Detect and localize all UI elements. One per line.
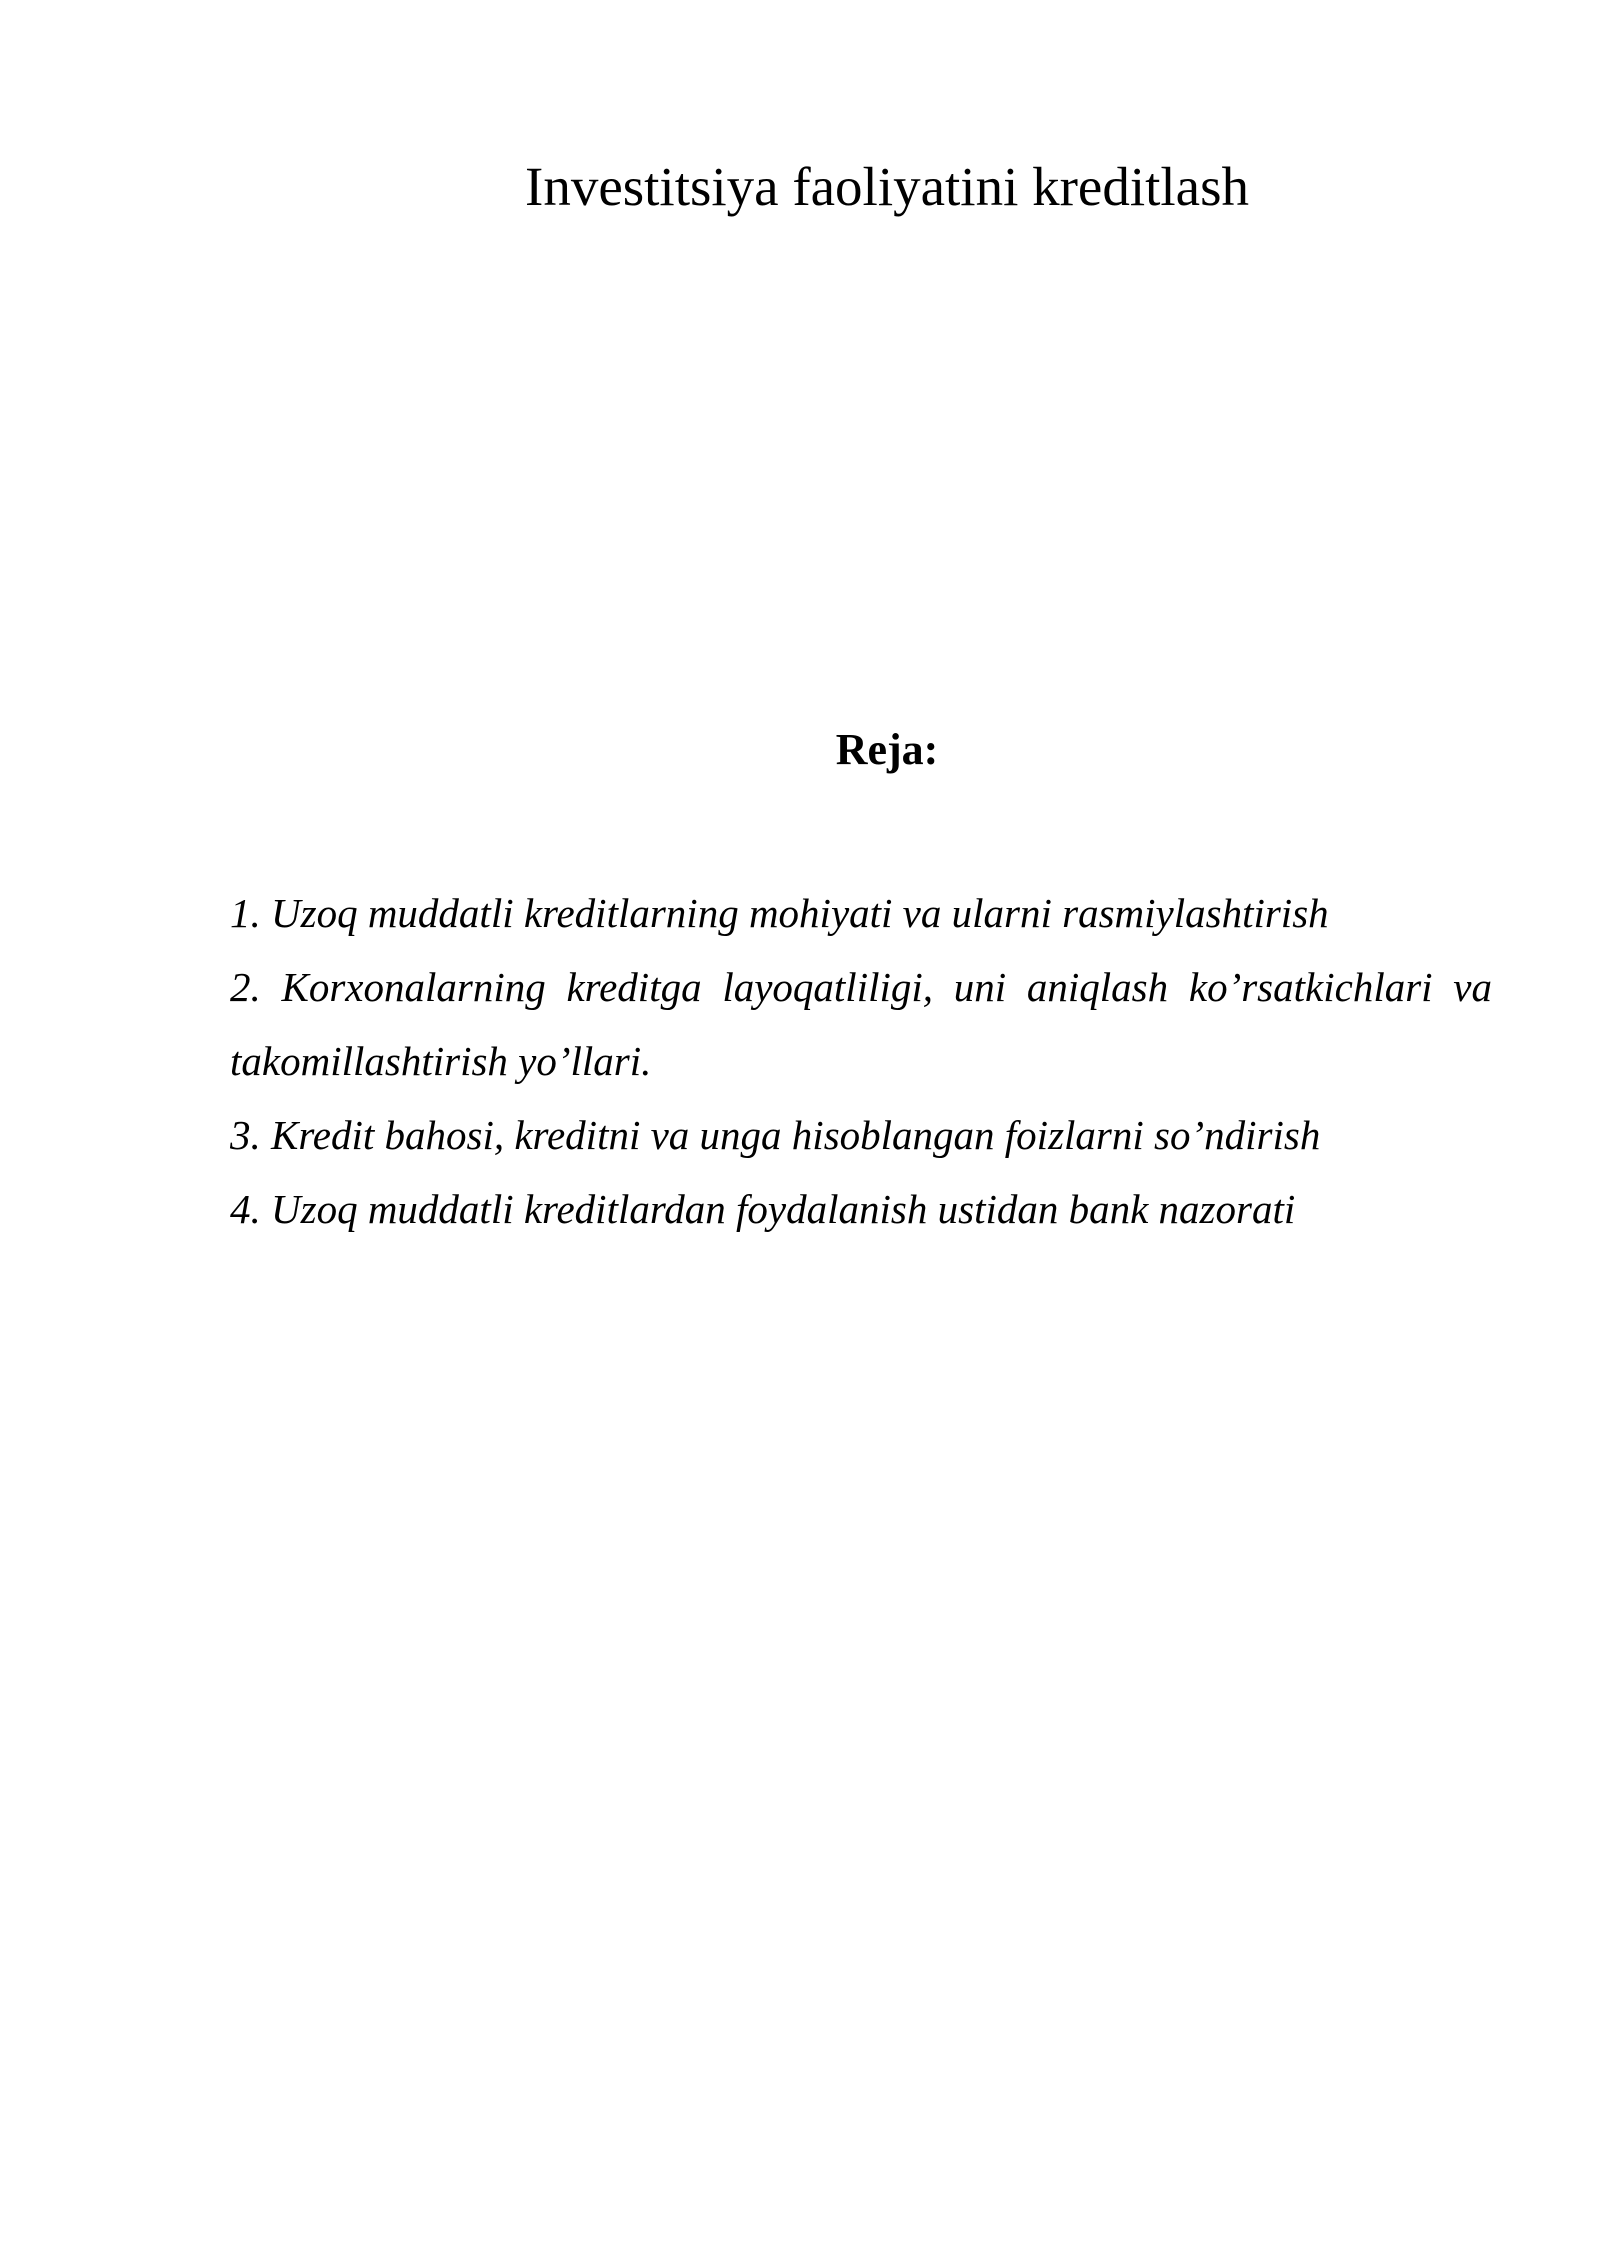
document-title: Investitsiya faoliyatini kreditlash: [525, 156, 1249, 217]
plan-heading: Reja:: [835, 725, 939, 774]
plan-item-3: 3. Kredit bahosi, kreditni va unga hisoblangan foizlarni so’ndirish: [230, 1112, 1321, 1158]
plan-item-2: 2. Korxonalarning kreditga layoqatliligi, uni aniqlash ko’rsatkichlari va takomillashtirish yo’llari.: [230, 964, 1492, 1084]
plan-item-4: 4. Uzoq muddatli kreditlardan foydalanish ustidan bank nazorati: [230, 1186, 1296, 1232]
plan-list: [230, 876, 1492, 1246]
plan-item-1: 1. Uzoq muddatli kreditlarning mohiyati va ularni rasmiylashtirish: [230, 890, 1329, 936]
